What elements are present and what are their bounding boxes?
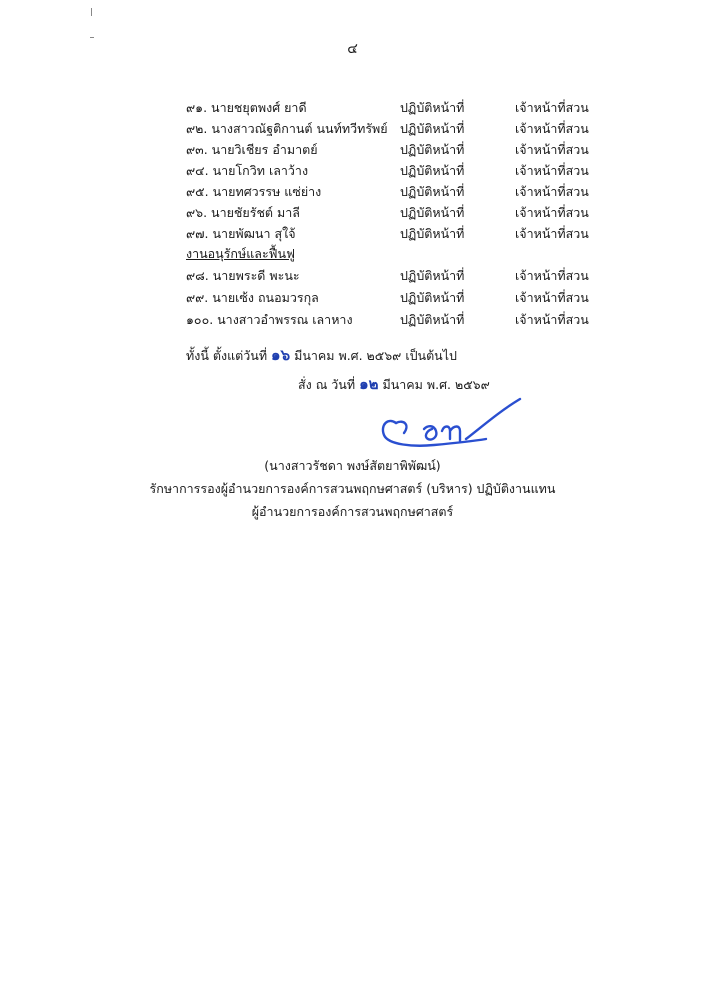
staff-row [0, 182, 705, 202]
staff-role: เจ้าหน้าที่สวน [515, 184, 589, 199]
staff-name: ๙๔. นายโกวิท เลาว้าง [186, 163, 309, 178]
page-number: ๔ [347, 41, 358, 57]
signatory-position: รักษาการรองผู้อำนวยการองค์การสวนพฤกษศาสตร์ (บริหาร) ปฏิบัติงานแทน [149, 481, 556, 496]
staff-title: ปฏิบัติหน้าที่ [400, 205, 465, 220]
staff-row [0, 161, 705, 181]
staff-role: เจ้าหน้าที่สวน [515, 290, 589, 305]
staff-row [0, 203, 705, 223]
section-heading: งานอนุรักษ์และฟื้นฟู [186, 246, 295, 261]
staff-title: ปฏิบัติหน้าที่ [400, 268, 465, 283]
signatory-position: ผู้อำนวยการองค์การสวนพฤกษศาสตร์ [251, 504, 454, 519]
staff-row [0, 224, 705, 244]
staff-title: ปฏิบัติหน้าที่ [400, 226, 465, 241]
ordered-suffix: มีนาคม พ.ศ. ๒๕๖๙ [382, 377, 490, 392]
staff-title: ปฏิบัติหน้าที่ [400, 121, 465, 136]
staff-role: เจ้าหน้าที่สวน [515, 100, 589, 115]
staff-row [0, 98, 705, 118]
handwritten-signature [374, 395, 524, 457]
staff-row [0, 119, 705, 139]
staff-role: เจ้าหน้าที่สวน [515, 312, 589, 327]
staff-role: เจ้าหน้าที่สวน [515, 121, 589, 136]
staff-name: ๙๕. นายทศวรรษ แซ่ย่าง [186, 184, 322, 199]
staff-role: เจ้าหน้าที่สวน [515, 142, 589, 157]
staff-row [0, 140, 705, 160]
staff-name: ๙๒. นางสาวณัฐติกานต์ นนท์ทวีทรัพย์ [186, 121, 388, 136]
staff-name: ๙๓. นายวิเชียร อำมาตย์ [186, 142, 318, 157]
staff-title: ปฏิบัติหน้าที่ [400, 290, 465, 305]
staff-role: เจ้าหน้าที่สวน [515, 268, 589, 283]
staff-title: ปฏิบัติหน้าที่ [400, 142, 465, 157]
staff-title: ปฏิบัติหน้าที่ [400, 100, 465, 115]
staff-role: เจ้าหน้าที่สวน [515, 205, 589, 220]
staff-row [0, 310, 705, 330]
scan-mark [91, 8, 92, 16]
effective-suffix: มีนาคม พ.ศ. ๒๕๖๙ เป็นต้นไป [294, 348, 457, 363]
staff-name: ๙๘. นายพระดี พะนะ [186, 268, 300, 283]
staff-name: ๙๙. นายเซ้ง ถนอมวรกุล [186, 290, 319, 305]
ordered-day: ๑๒ [359, 375, 379, 393]
effective-day: ๑๖ [271, 346, 291, 364]
staff-name: ๑๐๐. นางสาวอำพรรณ เลาหาง [186, 312, 353, 327]
staff-title: ปฏิบัติหน้าที่ [400, 163, 465, 178]
staff-name: ๙๗. นายพัฒนา สุใจ้ [186, 226, 296, 241]
staff-title: ปฏิบัติหน้าที่ [400, 312, 465, 327]
signatory-name: (นางสาวรัชดา พงษ์สัตยาพิพัฒน์) [264, 458, 441, 473]
staff-name: ๙๑. นายชยุตพงศ์ ยาดี [186, 100, 307, 115]
effective-date-line [186, 344, 457, 367]
staff-role: เจ้าหน้าที่สวน [515, 163, 589, 178]
ordered-prefix: สั่ง ณ วันที่ [298, 377, 356, 392]
order-date-line [298, 373, 490, 396]
signatory-block [0, 454, 705, 523]
effective-prefix: ทั้งนี้ ตั้งแต่วันที่ [186, 348, 268, 363]
staff-row [0, 266, 705, 286]
staff-row [0, 288, 705, 308]
staff-title: ปฏิบัติหน้าที่ [400, 184, 465, 199]
staff-role: เจ้าหน้าที่สวน [515, 226, 589, 241]
staff-name: ๙๖. นายชัยรัชต์ มาลี [186, 205, 300, 220]
